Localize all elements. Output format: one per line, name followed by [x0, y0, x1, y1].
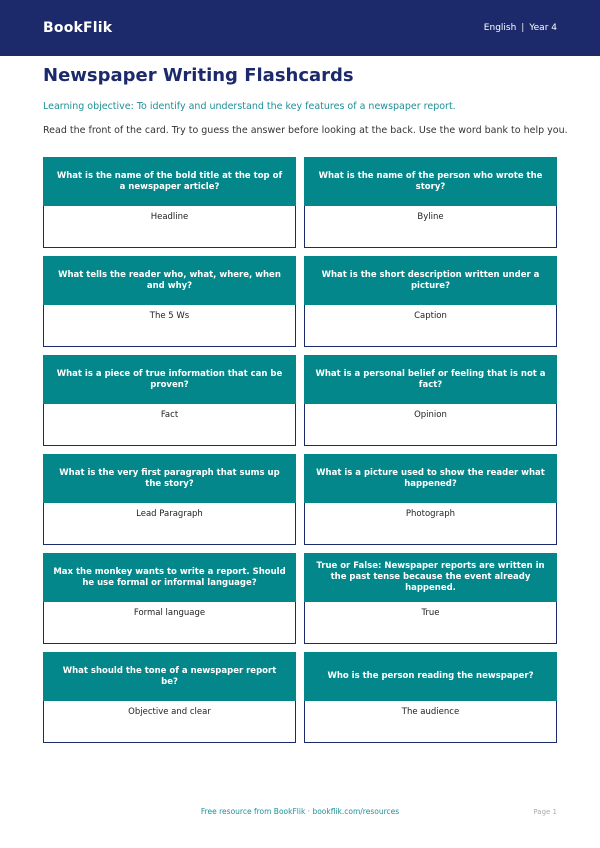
flashcard-answer: Caption [304, 305, 557, 347]
flashcard-question: Max the monkey wants to write a report. Should he use formal or informal language? [43, 553, 296, 602]
flashcard-answer: Headline [43, 206, 296, 248]
flashcard-question: What is a personal belief or feeling that is not a fact? [304, 355, 557, 404]
year-label: Year 4 [529, 23, 557, 33]
flashcard-answer: Objective and clear [43, 701, 296, 743]
learning-objective: Learning objective: To identify and understand the key features of a newspaper report. [43, 101, 456, 112]
flashcard [304, 553, 557, 644]
flashcard [43, 454, 296, 545]
flashcard [43, 256, 296, 347]
flashcard-answer: Opinion [304, 404, 557, 446]
flashcard-question: What is the very first paragraph that sums up the story? [43, 454, 296, 503]
flashcard-answer: Formal language [43, 602, 296, 644]
flashcard-question: What is the name of the bold title at the top of a newspaper article? [43, 157, 296, 206]
flashcard [43, 355, 296, 446]
flashcard-question: What tells the reader who, what, where, when and why? [43, 256, 296, 305]
instructions: Read the front of the card. Try to guess the answer before looking at the back. Use the word bank to help you. [43, 125, 568, 136]
flashcard-answer: The 5 Ws [43, 305, 296, 347]
flashcard-answer: True [304, 602, 557, 644]
flashcard [304, 652, 557, 743]
flashcard [304, 454, 557, 545]
flashcard-answer: Fact [43, 404, 296, 446]
page-number: Page 1 [533, 808, 557, 816]
page-title: Newspaper Writing Flashcards [43, 65, 354, 86]
flashcard-question: What is the short description written under a picture? [304, 256, 557, 305]
flashcard [43, 652, 296, 743]
subject-label: English [483, 23, 517, 33]
flashcard-question: Who is the person reading the newspaper? [304, 652, 557, 701]
flashcard-answer: The audience [304, 701, 557, 743]
flashcard [43, 553, 296, 644]
flashcard [304, 157, 557, 248]
meta-separator: | [521, 23, 525, 33]
flashcard-question: What should the tone of a newspaper report be? [43, 652, 296, 701]
header-bar [0, 0, 600, 56]
flashcard-question: True or False: Newspaper reports are written in the past tense because the event already happened. [304, 553, 557, 602]
flashcard [304, 355, 557, 446]
flashcard-answer: Byline [304, 206, 557, 248]
flashcard-question: What is a piece of true information that can be proven? [43, 355, 296, 404]
flashcard [43, 157, 296, 248]
flashcard-answer: Photograph [304, 503, 557, 545]
flashcard [304, 256, 557, 347]
flashcard-question: What is the name of the person who wrote the story? [304, 157, 557, 206]
flashcard-question: What is a picture used to show the reader what happened? [304, 454, 557, 503]
flashcard-answer: Lead Paragraph [43, 503, 296, 545]
flashcard-grid [43, 157, 557, 743]
brand-logo: BookFlik [43, 20, 113, 36]
header-meta [484, 23, 557, 33]
footer-text[interactable]: Free resource from BookFlik · bookflik.com/resources [200, 807, 400, 816]
